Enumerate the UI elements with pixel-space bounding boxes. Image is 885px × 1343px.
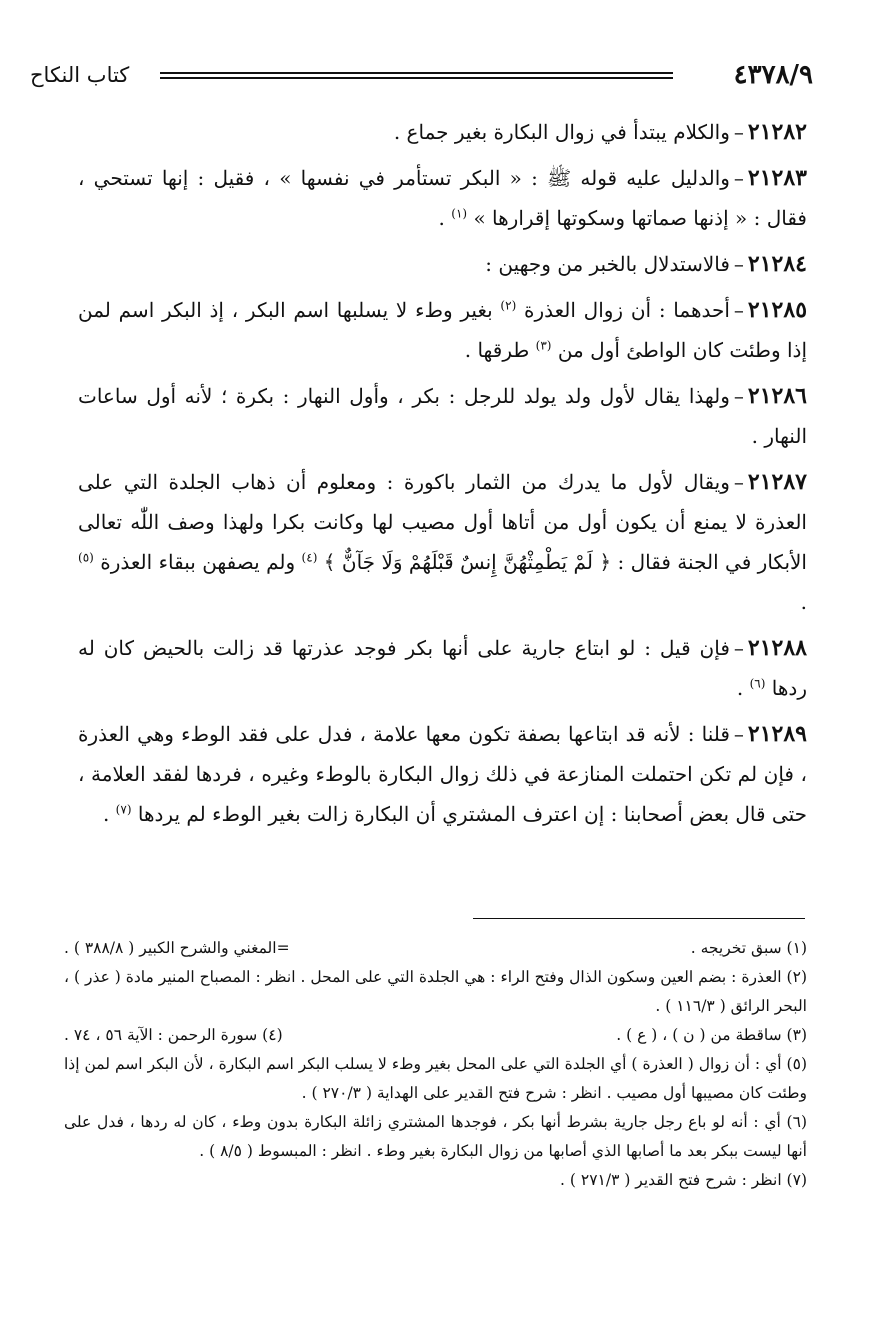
footnote-ref[interactable]: (١) [451,206,468,221]
paragraph-text: ولهذا يقال لأول ولد يولد للرجل : بكر ، وأول النهار : بكرة ؛ لأنه أول ساعات النهار . [78,384,807,448]
paragraph-number: ٢١٢٨٦ [747,383,807,409]
footnote-1: (١) سبق تخريجه . [690,939,807,957]
paragraph-21282: ٢١٢٨٢–والكلام يبتدأ في زوال البكارة بغير جماع . [393,119,807,145]
page-header [30,58,813,92]
footnote-3: (٣) ساقطة من ( ن ) ، ( ع ) . [616,1026,807,1044]
paragraph-number: ٢١٢٨٨ [747,635,807,661]
footnote-5: (٥) أي : أن زوال ( العذرة ) أي الجلدة التي على المحل بغير وطء لا يسلب البكر اسم البكارة ، لأن البكر اسم لمن إذا وطئت كان مصيبها أول مصيب . انظر : شرح فتح القدير على الهداية ( ٢٧٠/٣ ) . [64,1055,807,1102]
footnote-4: (٤) سورة الرحمن : الآية ٥٦ ، ٧٤ . [64,1026,283,1044]
footnote-row-1 [64,934,807,963]
paragraph-number: ٢١٢٨٧ [747,469,807,495]
paragraph-text: فإن قيل : لو ابتاع جارية على أنها بكر فوجد عذرتها قد زالت بالحيض كان له ردها [78,636,807,700]
paragraph-21283: ٢١٢٨٣–والدليل عليه قوله ﷺ : « البكر تستأمر في نفسها » ، فقيل : إنها تستحي ، فقال : « إذنها صماتها وسكوتها إقرارها » $^{(١)}$ . [78,165,807,230]
book-title: كتاب النكاح [30,63,130,87]
footnote-ref[interactable]: (٥) [78,550,94,565]
footnote-2: (٢) العذرة : بضم العين وسكون الذال وفتح الراء : هي الجلدة التي على المحل . انظر : المصباح المنير مادة ( عذر ) ، البحر الرائق ( ١١٦/٣ ) . [64,968,807,1015]
paragraph-number: ٢١٢٨٢ [747,119,807,145]
footnote-6: (٦) أي : أنه لو باع رجل جارية بشرط أنها بكر ، فوجدها المشتري زائلة البكارة بدون وطء ، كان له ردها ، فدل على أنها ليست ببكر بعد ما أصابها الذي أصابها من زوال البكارة بغير وطء . انظر : المبسوط ( ٨/٥ ) . [64,1113,807,1160]
footnote-continuation: =المغني والشرح الكبير ( ٣٨٨/٨ ) . [64,939,290,957]
footnotes [64,934,807,1195]
paragraph-21288: ٢١٢٨٨–فإن قيل : لو ابتاع جارية على أنها بكر فوجد عذرتها قد زالت بالحيض كان له ردها $^{(٦)}$ . [78,635,807,700]
footnote-ref[interactable]: (٤) [301,550,318,565]
paragraph-21284: ٢١٢٨٤–فالاستدلال بالخبر من وجهين : [485,251,807,277]
main-text [78,112,807,840]
paragraph-text: قلنا : لأنه قد ابتاعها بصفة تكون معها علامة ، فدل على فقد الوطء وهي العذرة ، فإن لم تكن احتملت المنازعة في ذلك زوال البكارة بالوطء وغيره ، فردها لفقد العلامة ، حتى قال بعض أصحابنا : إن اعترف المشتري أن البكارة زالت بغير الوطء لم يردها [78,722,807,826]
page-number: ٤٣٧٨/٩ [733,60,813,90]
footnote-7: (٧) انظر : شرح فتح القدير ( ٢٧١/٣ ) . [560,1171,807,1189]
paragraph-21287: ٢١٢٨٧–ويقال لأول ما يدرك من الثمار باكورة : ومعلوم أن ذهاب الجلدة التي على العذرة لا يمنع أن يكون أول من أتاها أول مصيب لها وكانت بكرا ولهذا وصف اللّٰه تعالى الأبكار في الجنة فقال : ﴿ لَمْ يَطْمِثْهُنَّ إِنسٌ قَبْلَهُمْ وَلَا جَآنٌّ ﴾ $^{(٤)}$ ولم يصفهن ببقاء العذرة $^{(٥)}$ . [78,469,807,614]
paragraph-text: أحدهما : أن زوال العذرة [524,298,730,322]
footnote-ref[interactable]: (٦) [749,676,766,691]
footnote-ref[interactable]: (٢) [500,298,517,313]
paragraph-21285: ٢١٢٨٥–أحدهما : أن زوال العذرة $^{(٢)}$ بغير وطء لا يسلبها اسم البكر ، إذ البكر اسم لمن إذا وطئت كان الواطئ أول من $^{(٣)}$ طرقها . [78,297,808,362]
footnote-row-3 [64,1021,807,1050]
paragraph-number: ٢١٢٨٩ [747,721,807,747]
header-rule [160,72,673,79]
paragraph-text: والدليل عليه قوله ﷺ : « البكر تستأمر في نفسها » ، فقيل : إنها تستحي ، فقال : « إذنها صماتها وسكوتها إقرارها » [78,166,807,230]
paragraph-text: والكلام يبتدأ في زوال البكارة بغير جماع . [393,120,730,144]
paragraph-text: فالاستدلال بالخبر من وجهين : [485,252,730,276]
paragraph-number: ٢١٢٨٣ [747,165,807,191]
paragraph-21286: ٢١٢٨٦–ولهذا يقال لأول ولد يولد للرجل : بكر ، وأول النهار : بكرة ؛ لأنه أول ساعات النهار . [78,383,807,448]
paragraph-number: ٢١٢٨٥ [747,297,808,323]
footnote-separator [473,918,805,919]
footnote-ref[interactable]: (٧) [115,802,132,817]
footnote-ref[interactable]: (٣) [535,338,552,353]
paragraph-number: ٢١٢٨٤ [747,251,807,277]
paragraph-21289: ٢١٢٨٩–قلنا : لأنه قد ابتاعها بصفة تكون معها علامة ، فدل على فقد الوطء وهي العذرة ، فإن لم تكن احتملت المنازعة في ذلك زوال البكارة بالوطء وغيره ، فردها لفقد العلامة ، حتى قال بعض أصحابنا : إن اعترف المشتري أن البكارة زالت بغير الوطء لم يردها $^{(٧)}$ . [78,721,807,826]
paragraph-text: ويقال لأول ما يدرك من الثمار باكورة : ومعلوم أن ذهاب الجلدة التي على العذرة لا يمنع أن يكون أول من أتاها أول مصيب لها وكانت بكرا ولهذا وصف اللّٰه تعالى الأبكار في الجنة فقال : ﴿ لَمْ يَطْمِثْهُنَّ إِنسٌ قَبْلَهُمْ وَلَا جَآنٌّ ﴾ [78,470,807,574]
